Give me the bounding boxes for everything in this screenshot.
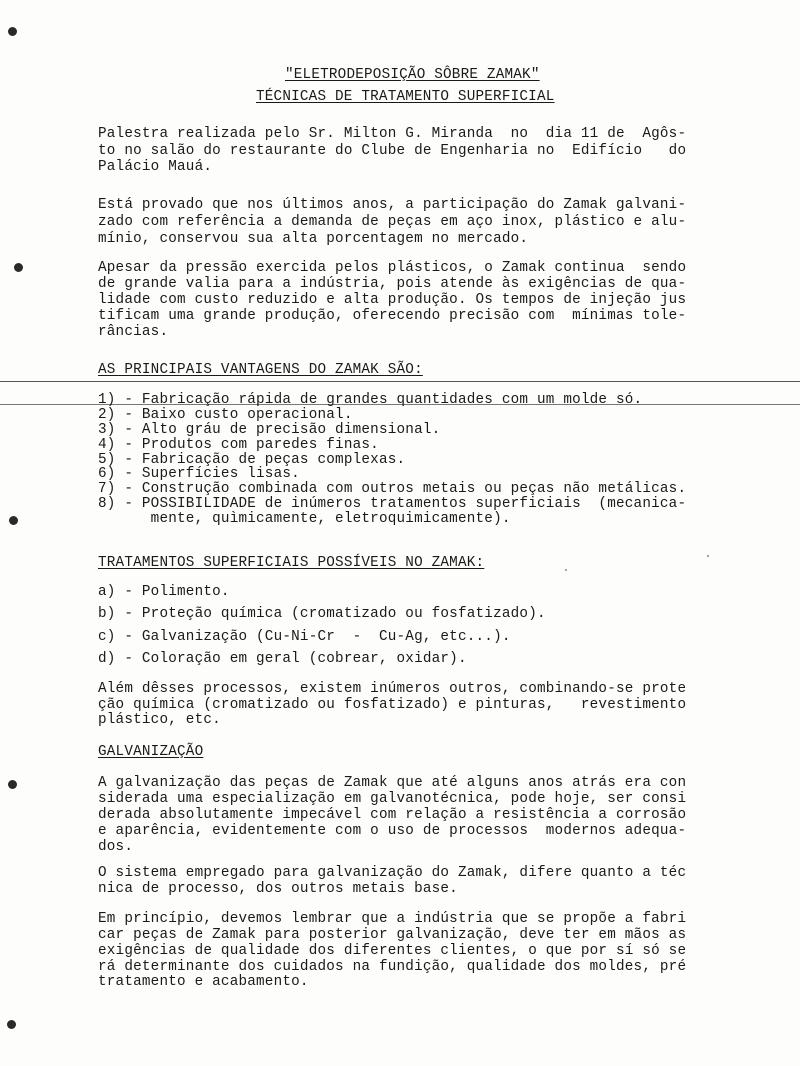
paragraph-line: Está provado que nos últimos anos, a participação do Zamak galvani- — [98, 197, 687, 213]
document-subtitle: TÉCNICAS DE TRATAMENTO SUPERFICIAL — [256, 89, 555, 105]
paragraph-line: râncias. — [98, 324, 169, 340]
paragraph-line: Em princípio, devemos lembrar que a indústria que se propõe a fabri — [98, 911, 687, 927]
paragraph-line: A galvanização das peças de Zamak que até alguns anos atrás era con — [98, 775, 687, 791]
paragraph-line: Além dêsses processos, existem inúmeros outros, combinando-se prote — [98, 681, 687, 697]
punch-hole-1 — [8, 27, 17, 36]
advantage-item: 2) - Baixo custo operacional. — [98, 407, 353, 423]
paragraph-line: derada absolutamente impecável com relação a resistência a corrosão — [98, 807, 687, 823]
treatment-item: d) - Coloração em geral (cobrear, oxidar). — [98, 651, 467, 667]
paragraph-line: siderada uma especialização em galvanotécnica, pode hoje, ser consi — [98, 791, 687, 807]
advantage-item: 4) - Produtos com paredes finas. — [98, 437, 379, 453]
advantage-item: 1) - Fabricação rápida de grandes quantidades com um molde só. — [98, 392, 643, 408]
advantage-item: 7) - Construção combinada com outros metais ou peças não metálicas. — [98, 481, 687, 497]
punch-hole-2 — [14, 263, 23, 272]
treatment-item: c) - Galvanização (Cu-Ni-Cr - Cu-Ag, etc...). — [98, 629, 511, 645]
intro-line: Palestra realizada pelo Sr. Milton G. Miranda no dia 11 de Agôs- — [98, 126, 687, 142]
intro-line: to no salão do restaurante do Clube de Engenharia no Edifício do — [98, 143, 687, 159]
advantage-item: 3) - Alto gráu de precisão dimensional. — [98, 422, 441, 438]
advantage-item: mente, quìmicamente, eletroquimicamente). — [98, 511, 511, 527]
treatments-heading: TRATAMENTOS SUPERFICIAIS POSSÍVEIS NO ZAMAK: — [98, 555, 485, 571]
paragraph-line: ção química (cromatizado ou fosfatizado) e pinturas, revestimento — [98, 697, 687, 713]
paragraph-line: car peças de Zamak para posterior galvanização, deve ter em mãos as — [98, 927, 687, 943]
paragraph-line: nica de processo, dos outros metais base. — [98, 881, 458, 897]
paragraph-line: exigências de qualidade dos diferentes clientes, o que por sí só se — [98, 943, 687, 959]
paragraph-line: e aparência, evidentemente com o uso de processos modernos adequa- — [98, 823, 687, 839]
punch-hole-5 — [7, 1020, 16, 1029]
paragraph-line: dos. — [98, 839, 134, 855]
scan-speck — [707, 555, 709, 557]
paragraph-line: plástico, etc. — [98, 712, 221, 728]
advantage-item: 6) - Superfícies lisas. — [98, 466, 300, 482]
paragraph-line: tratamento e acabamento. — [98, 974, 309, 990]
paragraph-line: mínio, conservou sua alta porcentagem no mercado. — [98, 231, 529, 247]
advantage-item: 8) - POSSIBILIDADE de inúmeros tratamentos superficiais (mecanica- — [98, 496, 687, 512]
punch-hole-3 — [9, 516, 18, 525]
paragraph-line: O sistema empregado para galvanização do Zamak, difere quanto a téc — [98, 865, 687, 881]
document-title: "ELETRODEPOSIÇÃO SÔBRE ZAMAK" — [285, 67, 540, 83]
paragraph-line: de grande valia para a indústria, pois atende às exigências de qua- — [98, 276, 687, 292]
treatment-item: b) - Proteção química (cromatizado ou fosfatizado). — [98, 606, 546, 622]
paragraph-line: tificam uma grande produção, oferecendo precisão com mínimas tole- — [98, 308, 687, 324]
advantages-heading: AS PRINCIPAIS VANTAGENS DO ZAMAK SÃO: — [98, 362, 423, 378]
scan-speck — [565, 569, 567, 571]
galvanizacao-heading: GALVANIZAÇÃO — [98, 744, 204, 760]
punch-hole-4 — [8, 780, 17, 789]
treatment-item: a) - Polimento. — [98, 584, 230, 600]
paragraph-line: lidade com custo reduzido e alta produção. Os tempos de injeção jus — [98, 292, 687, 308]
scan-rule-top — [0, 381, 800, 382]
paragraph-line: rá determinante dos cuidados na fundição, qualidade dos moldes, pré — [98, 959, 687, 975]
advantage-item: 5) - Fabricação de peças complexas. — [98, 452, 406, 468]
paragraph-line: zado com referência a demanda de peças em aço inox, plástico e alu- — [98, 214, 687, 230]
intro-line: Palácio Mauá. — [98, 159, 213, 175]
paragraph-line: Apesar da pressão exercida pelos plásticos, o Zamak continua sendo — [98, 260, 687, 276]
